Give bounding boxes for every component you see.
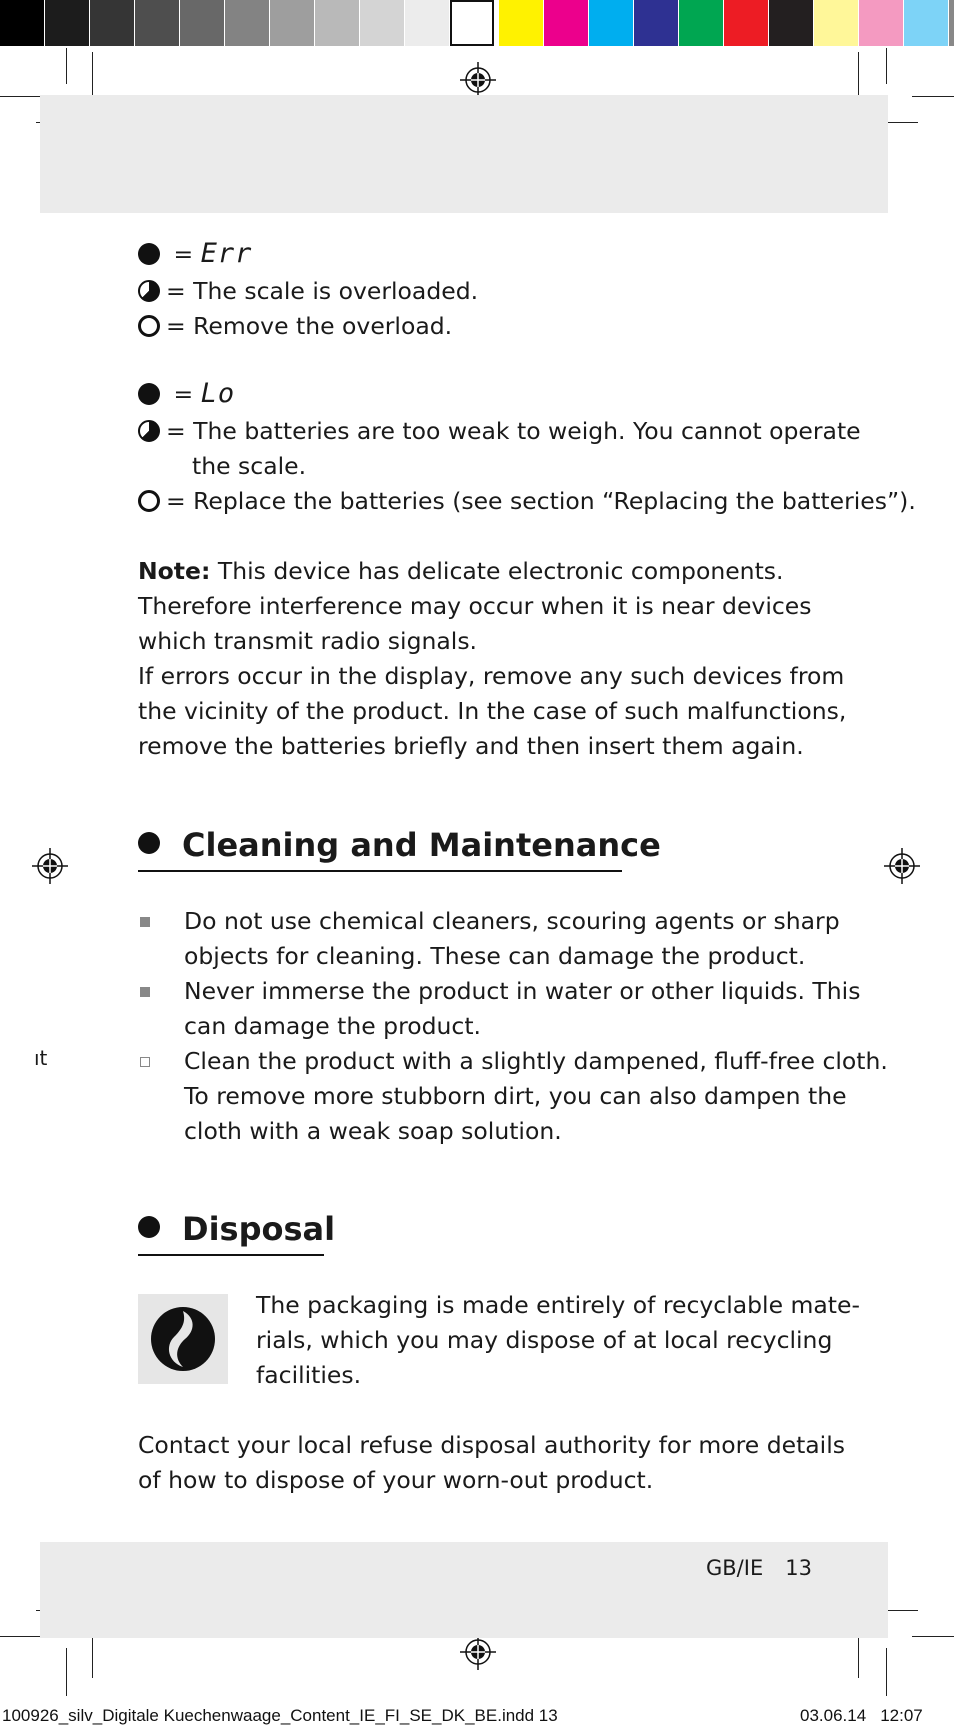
crop-mark xyxy=(0,1636,42,1637)
disposal-packaging-line: The packaging is made entirely of recyclable mate- xyxy=(256,1291,860,1319)
heading-bullet-icon xyxy=(138,1216,160,1238)
lcd-code: Lo xyxy=(200,378,236,409)
warning-bullet-icon xyxy=(140,917,150,927)
green-dot-recycling-icon xyxy=(138,1294,228,1384)
display-row: = Err xyxy=(138,236,252,272)
heading-underline xyxy=(138,870,622,872)
display-half-circle-icon xyxy=(138,420,160,442)
crop-mark xyxy=(912,1636,954,1637)
color-swatch xyxy=(45,0,89,46)
note-line: which transmit radio signals. xyxy=(138,627,478,655)
crop-mark xyxy=(0,96,42,97)
display-row: = Replace the batteries (see section “Replacing the batteries”). xyxy=(138,484,916,519)
page-number: 13 xyxy=(785,1556,812,1580)
color-swatch xyxy=(589,0,633,46)
disposal-contact-line: Contact your local refuse disposal authority for more details xyxy=(138,1431,845,1459)
color-swatch xyxy=(634,0,678,46)
color-swatch xyxy=(724,0,768,46)
section-heading-disposal: Disposal xyxy=(138,1210,335,1248)
color-swatch xyxy=(90,0,134,46)
display-half-circle-icon xyxy=(138,280,160,302)
cleaning-item-line: Do not use chemical cleaners, scouring agents or sharp xyxy=(184,907,840,935)
cleaning-item-line: Never immerse the product in water or other liquids. This xyxy=(184,977,861,1005)
color-swatch xyxy=(315,0,359,46)
print-slug-timestamp: 03.06.14 12:07 xyxy=(800,1706,923,1725)
heading-bullet-icon xyxy=(138,832,160,854)
crop-mark xyxy=(92,52,93,100)
color-swatch xyxy=(859,0,903,46)
footer-locale: GB/IE xyxy=(706,1556,764,1580)
color-swatch xyxy=(360,0,404,46)
color-swatch xyxy=(180,0,224,46)
note-line: remove the batteries briefly and then insert them again. xyxy=(138,732,804,760)
color-swatch xyxy=(450,0,494,46)
cleaning-item-line: Clean the product with a slightly dampened, fluff-free cloth. xyxy=(184,1047,888,1075)
display-row: = Lo xyxy=(138,376,235,412)
color-swatch xyxy=(679,0,723,46)
disposal-contact-line: of how to dispose of your worn-out product. xyxy=(138,1466,654,1494)
registration-mark-icon xyxy=(32,848,68,884)
color-swatch xyxy=(544,0,588,46)
crop-mark xyxy=(886,48,887,84)
color-swatch xyxy=(135,0,179,46)
step-checkbox-icon xyxy=(140,1057,150,1067)
registration-mark-icon xyxy=(460,1634,496,1670)
crop-mark xyxy=(858,52,859,100)
cleaning-item-line: can damage the product. xyxy=(184,1012,482,1040)
display-row: = Remove the overload. xyxy=(138,309,452,344)
heading-underline xyxy=(138,1254,324,1256)
color-swatch xyxy=(0,0,44,46)
margin-text-fragment: ıt xyxy=(34,1046,48,1070)
cleaning-item-line: To remove more stubborn dirt, you can also dampen the xyxy=(184,1082,847,1110)
color-swatch xyxy=(814,0,858,46)
note-line: If errors occur in the display, remove any such devices from xyxy=(138,662,845,690)
display-row: = The batteries are too weak to weigh. You cannot operate xyxy=(138,414,861,449)
note-label: Note: xyxy=(138,557,211,585)
color-swatch xyxy=(949,0,954,46)
crop-mark xyxy=(66,1648,67,1696)
note-line: Therefore interference may occur when it is near devices xyxy=(138,592,812,620)
color-swatch xyxy=(904,0,948,46)
crop-mark xyxy=(912,96,954,97)
color-swatch xyxy=(499,0,543,46)
crop-mark xyxy=(66,48,67,84)
registration-mark-icon xyxy=(460,62,496,98)
section-heading-cleaning: Cleaning and Maintenance xyxy=(138,826,661,864)
registration-mark-icon xyxy=(884,848,920,884)
color-swatch xyxy=(225,0,269,46)
display-empty-circle-icon xyxy=(138,315,160,337)
lcd-code: Err xyxy=(200,238,253,269)
cleaning-item-line: cloth with a weak soap solution. xyxy=(184,1117,562,1145)
disposal-packaging-line: facilities. xyxy=(256,1361,362,1389)
display-row: = The scale is overloaded. xyxy=(138,274,478,309)
display-empty-circle-icon xyxy=(138,490,160,512)
color-swatch xyxy=(405,0,449,46)
disposal-packaging-line: rials, which you may dispose of at local recycling xyxy=(256,1326,833,1354)
note-line: the vicinity of the product. In the case of such malfunctions, xyxy=(138,697,847,725)
print-slug-file: 100926_silv_Digitale Kuechenwaage_Content_IE_FI_SE_DK_BE.indd 13 xyxy=(2,1706,558,1725)
page-footer xyxy=(706,1556,812,1580)
display-row-continuation: the scale. xyxy=(192,452,307,480)
crop-mark xyxy=(886,1648,887,1696)
warning-bullet-icon xyxy=(140,987,150,997)
color-swatch xyxy=(769,0,813,46)
display-full-circle-icon xyxy=(138,243,160,265)
color-swatch xyxy=(270,0,314,46)
cleaning-item-line: objects for cleaning. These can damage the product. xyxy=(184,942,806,970)
display-full-circle-icon xyxy=(138,383,160,405)
note-line: Note: This device has delicate electronic components. xyxy=(138,557,784,585)
header-band xyxy=(40,95,888,213)
